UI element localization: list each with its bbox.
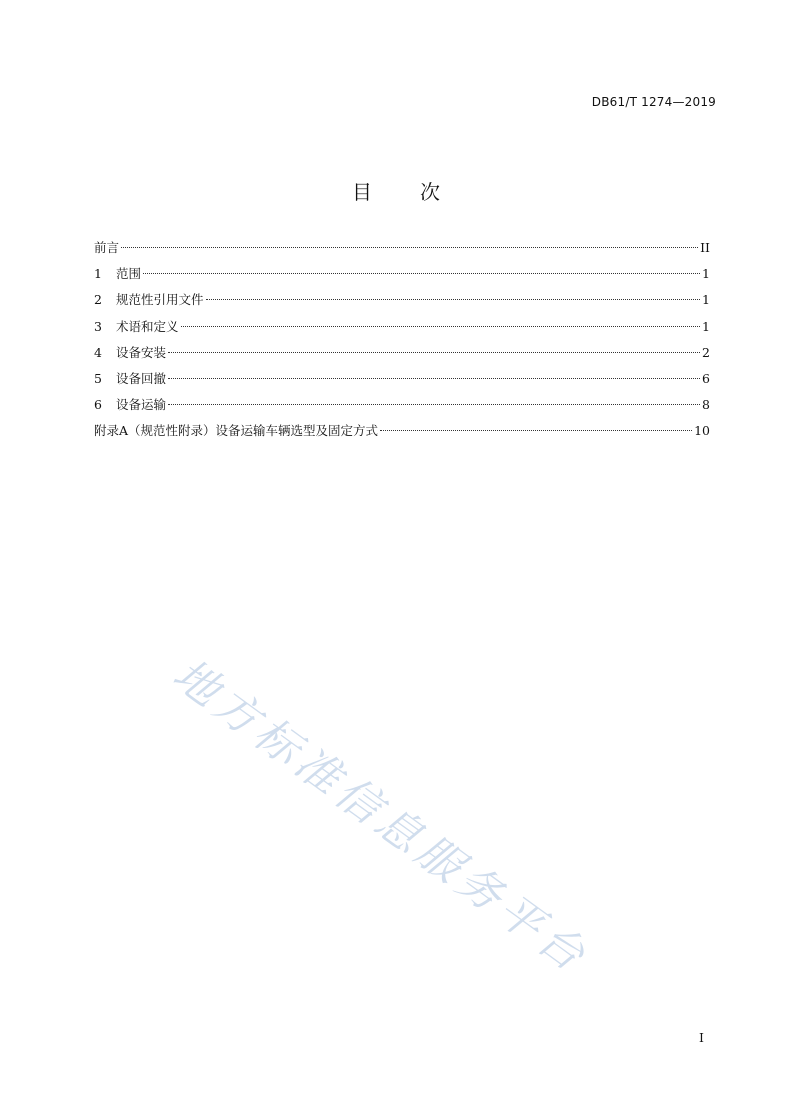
watermark: 地方标准信息服务平台 xyxy=(163,648,599,985)
toc-entry-terms-definitions[interactable] xyxy=(94,317,710,343)
toc-entry-label: 附录A（规范性附录）设备运输车辆选型及固定方式 xyxy=(94,423,379,439)
toc-entry-page: 1 xyxy=(702,266,710,282)
toc-entry-label: 术语和定义 xyxy=(116,318,179,334)
toc-entry-page: II xyxy=(700,240,710,255)
table-of-contents xyxy=(94,238,710,448)
toc-entry-page: 10 xyxy=(694,423,710,439)
toc-entry-label: 设备回撤 xyxy=(116,370,167,386)
toc-leader-dots xyxy=(143,273,700,274)
toc-entry-number: 5 xyxy=(94,370,102,386)
toc-entry-number: 2 xyxy=(94,292,102,308)
toc-entry-normative-references[interactable] xyxy=(94,290,710,316)
toc-leader-dots xyxy=(168,404,700,405)
toc-entry-label: 设备运输 xyxy=(116,397,167,413)
toc-leader-dots xyxy=(206,299,701,300)
toc-entry-number: 6 xyxy=(94,397,102,413)
toc-title xyxy=(0,176,792,205)
toc-leader-dots xyxy=(168,378,700,379)
document-code: DB61/T 1274—2019 xyxy=(591,95,716,109)
toc-title-char-2: 次 xyxy=(420,180,440,204)
toc-entry-appendix-a[interactable] xyxy=(94,421,710,447)
toc-entry-scope[interactable] xyxy=(94,264,710,290)
toc-entry-equipment-transport[interactable] xyxy=(94,395,710,421)
toc-entry-foreword[interactable] xyxy=(94,238,710,264)
toc-entry-label: 前言 xyxy=(94,240,120,255)
toc-leader-dots xyxy=(380,430,692,431)
toc-entry-page: 8 xyxy=(702,397,710,413)
toc-entry-equipment-withdrawal[interactable] xyxy=(94,369,710,395)
toc-entry-label: 设备安装 xyxy=(116,344,167,360)
toc-leader-dots xyxy=(121,247,698,248)
toc-entry-equipment-installation[interactable] xyxy=(94,343,710,369)
toc-leader-dots xyxy=(168,352,700,353)
toc-entry-label: 规范性引用文件 xyxy=(116,292,204,308)
toc-entry-page: 6 xyxy=(702,370,710,386)
toc-entry-page: 1 xyxy=(702,318,710,334)
toc-title-char-1: 目 xyxy=(352,180,372,204)
toc-entry-label: 范围 xyxy=(116,266,142,282)
toc-entry-page: 2 xyxy=(702,344,710,360)
toc-entry-number: 3 xyxy=(94,318,102,334)
toc-leader-dots xyxy=(181,326,701,327)
toc-entry-number: 4 xyxy=(94,344,102,360)
page-number: I xyxy=(699,1030,704,1045)
toc-entry-number: 1 xyxy=(94,266,102,282)
toc-entry-page: 1 xyxy=(702,292,710,308)
